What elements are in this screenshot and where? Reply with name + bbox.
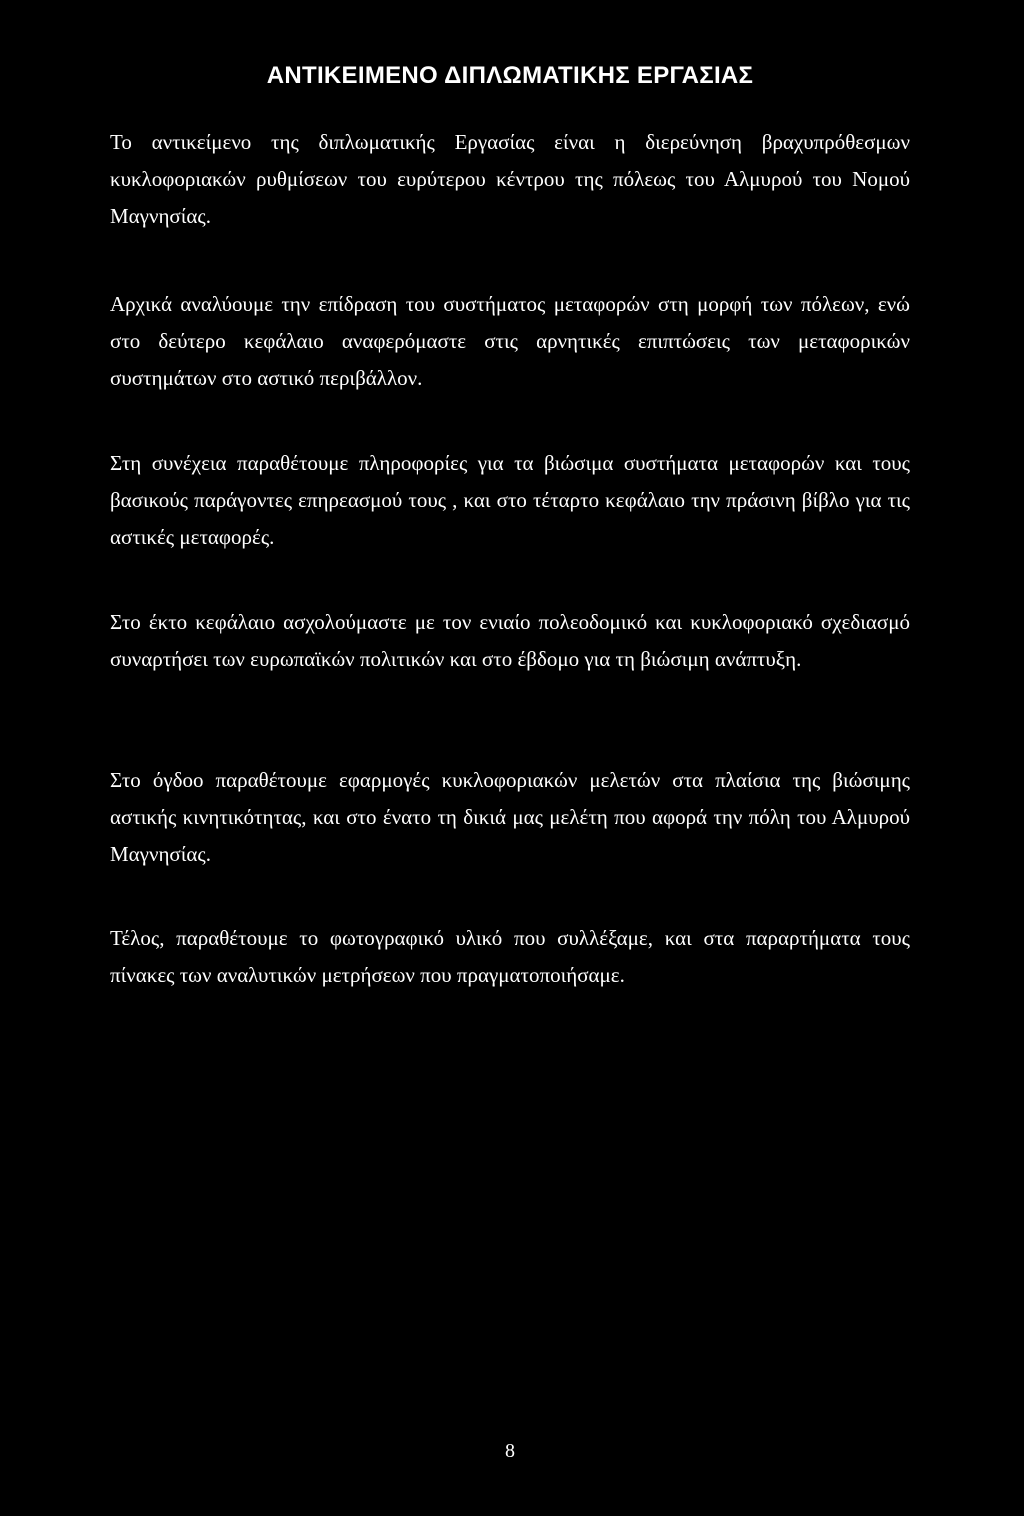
page-title: ΑΝΤΙΚΕΙΜΕΝΟ ΔΙΠΛΩΜΑΤΙΚΗΣ ΕΡΓΑΣΙΑΣ xyxy=(266,62,754,89)
paragraph-6: Τέλος, παραθέτουμε το φωτογραφικό υλικό που συλλέξαμε, και στα παραρτήματα τους πίνακες των αναλυτικών μετρήσεων που πραγματοποιήσαμε. xyxy=(110,926,910,987)
paragraph-4: Στο έκτο κεφάλαιο ασχολούμαστε με τον ενιαίο πολεοδομικό και κυκλοφοριακό σχεδιασμό συναρτήσει των ευρωπαϊκών πολιτικών και στο έβδομο για τη βιώσιμη ανάπτυξη. xyxy=(110,610,910,671)
paragraph-1: Το αντικείμενο της διπλωματικής Εργασίας είναι η διερεύνηση βραχυπρόθεσμων κυκλοφοριακών ρυθμίσεων του ευρύτερου κέντρου της πόλεως του Αλμυρού του Νομού Μαγνησίας. xyxy=(110,130,910,228)
paragraph-3: Στη συνέχεια παραθέτουμε πληροφορίες για τα βιώσιμα συστήματα μεταφορών και τους βασικούς παράγοντες επηρεασμού τους , και στο τέταρτο κεφάλαιο την πράσινη βίβλο για τις αστικές μεταφορές. xyxy=(110,451,910,549)
paragraph-2: Αρχικά αναλύουμε την επίδραση του συστήματος μεταφορών στη μορφή των πόλεων, ενώ στο δεύτερο κεφάλαιο αναφερόμαστε στις αρνητικές επιπτώσεις των μεταφορικών συστημάτων στο αστικό περιβάλλον. xyxy=(110,292,910,390)
page-number: 8 xyxy=(505,1440,515,1462)
paragraph-5: Στο όγδοο παραθέτουμε εφαρμογές κυκλοφοριακών μελετών στα πλαίσια της βιώσιμης αστικής κινητικότητας, και στο ένατο τη δικιά μας μελέτη που αφορά την πόλη του Αλμυρού Μαγνησίας. xyxy=(110,768,910,866)
